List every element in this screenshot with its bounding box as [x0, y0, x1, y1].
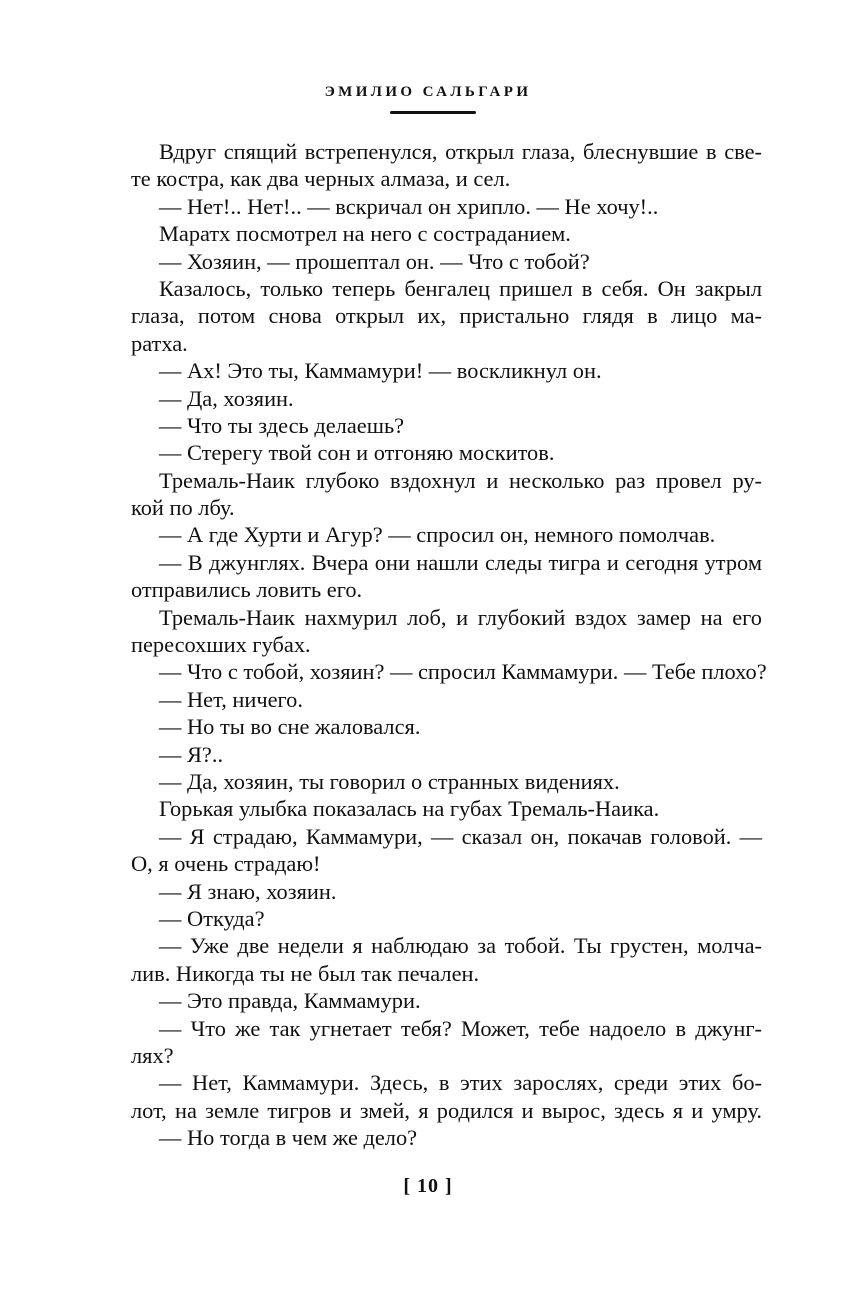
body-text	[131, 138, 767, 1151]
text-line: Вдруг спящий встрепенулся, открыл глаза, блеснувшие в све-	[159, 139, 762, 164]
text-line: Маратх посмотрел на него с состраданием.	[159, 221, 571, 247]
text-line: — Хозяин, — прошептал он. — Что с тобой?	[159, 248, 590, 274]
text-line: — Ах! Это ты, Каммамури! — воскликнул он.	[159, 358, 602, 384]
text-line: — Нет, ничего.	[159, 686, 303, 712]
text-line: Тремаль-Наик глубоко вздохнул и несколько раз провел ру-	[159, 467, 762, 493]
text-line: отправились ловить его.	[131, 577, 363, 603]
page-number: [ 10 ]	[403, 1175, 453, 1197]
text-line: те костра, как два черных алмаза, и сел.	[131, 166, 511, 192]
text-line: — Что ты здесь делаешь?	[159, 412, 405, 438]
text-line: — А где Хурти и Агур? — спросил он, немного помолчав.	[159, 522, 716, 548]
text-line: глаза, потом снова открыл их, пристально глядя в лицо ма-	[131, 303, 762, 329]
text-line: пересохших губах.	[131, 632, 311, 658]
running-head-rule	[390, 111, 476, 114]
text-line: О, я очень страдаю!	[131, 851, 321, 877]
text-line: Тремаль-Наик нахмурил лоб, и глубокий вздох замер на его	[159, 604, 762, 630]
text-line: — Но тогда в чем же дело?	[159, 1125, 418, 1151]
text-line: — Это правда, Каммамури.	[159, 988, 421, 1014]
running-head: ЭМИЛИО САЛЬГАРИ	[324, 84, 532, 100]
text-line: — Но ты во сне жаловался.	[159, 714, 421, 740]
text-line: лив. Никогда ты не был так печален.	[131, 960, 480, 986]
text-line: — Я?..	[159, 741, 224, 767]
text-line: лот, на земле тигров и змей, я родился и вырос, здесь я и умру.	[131, 1097, 762, 1123]
text-line: — Стерегу твой сон и отгоняю москитов.	[159, 440, 555, 466]
text-line: Казалось, только теперь бенгалец пришел в себя. Он закрыл	[159, 275, 762, 301]
text-line: — Откуда?	[159, 905, 265, 931]
text-line: лях?	[131, 1042, 174, 1068]
text-line: — Нет!.. Нет!.. — вскричал он хрипло. — Не хочу!..	[159, 193, 659, 219]
text-line: ратха.	[131, 330, 188, 356]
text-line: — В джунглях. Вчера они нашли следы тигра и сегодня утром	[159, 549, 762, 575]
text-line: — Да, хозяин, ты говорил о странных видениях.	[159, 768, 620, 794]
text-line: кой по лбу.	[131, 495, 235, 521]
text-line: — Уже две недели я наблюдаю за тобой. Ты грустен, молча-	[159, 933, 762, 959]
text-line: — Что же так угнетает тебя? Может, тебе надоело в джунг-	[159, 1015, 762, 1041]
text-line: — Я знаю, хозяин.	[159, 878, 337, 904]
text-line: Горькая улыбка показалась на губах Тремаль-Наика.	[159, 796, 660, 822]
text-line: — Нет, Каммамури. Здесь, в этих зарослях, среди этих бо-	[159, 1070, 762, 1096]
text-line: — Я страдаю, Каммамури, — сказал он, покачав головой. —	[159, 823, 762, 849]
text-line: — Да, хозяин.	[159, 385, 294, 411]
text-line: — Что с тобой, хозяин? — спросил Каммамури. — Тебе плохо?	[159, 659, 767, 685]
